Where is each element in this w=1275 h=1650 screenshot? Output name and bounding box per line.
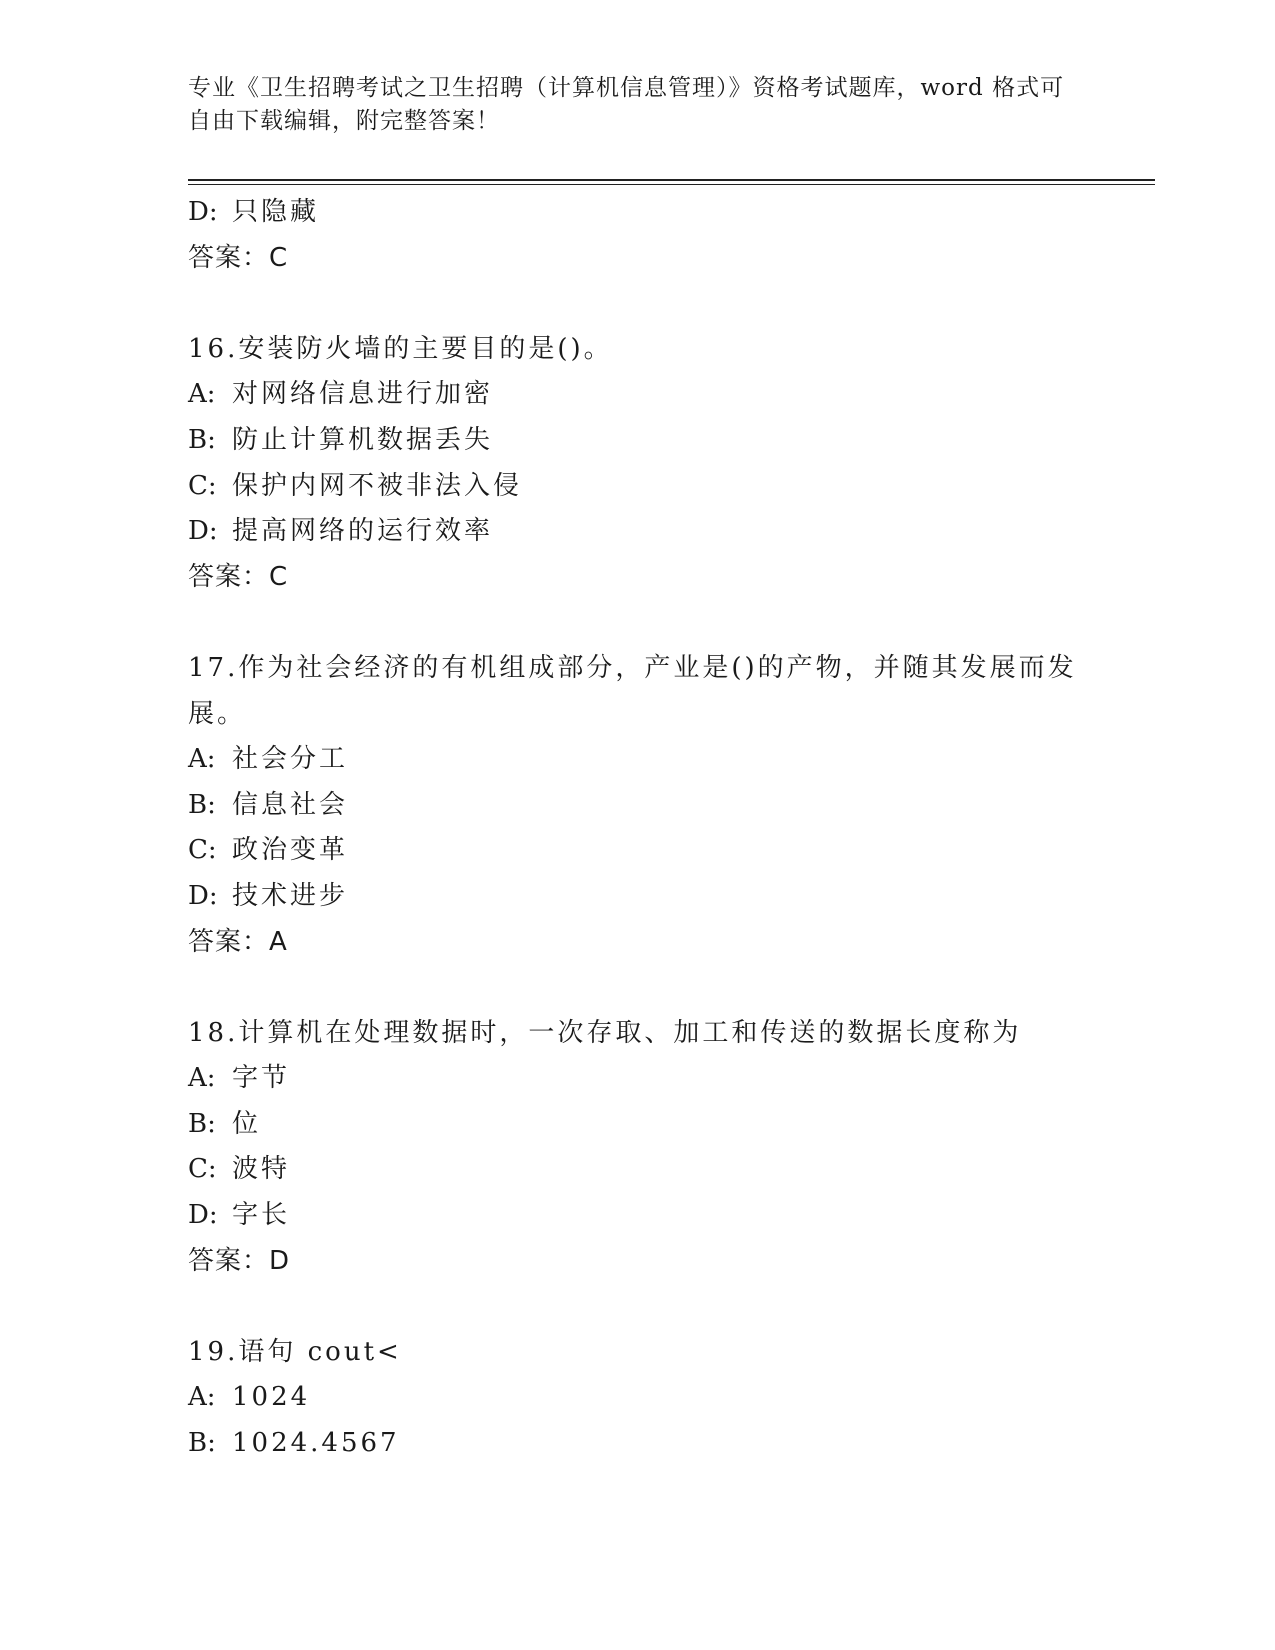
question-list bbox=[188, 190, 1088, 1467]
option-text: 波特 bbox=[232, 1154, 291, 1185]
option-text: 政治变革 bbox=[232, 835, 349, 866]
option-label: C: bbox=[188, 470, 217, 501]
option-text: 保护内网不被非法入侵 bbox=[232, 470, 523, 501]
option-label: A: bbox=[188, 744, 216, 775]
option-label: B: bbox=[188, 1428, 216, 1459]
question-stem: 16.安装防火墙的主要目的是()。 bbox=[188, 333, 613, 364]
header-rule-thin bbox=[188, 184, 1155, 185]
answer: 答案：A bbox=[188, 926, 288, 957]
option-d bbox=[188, 874, 1088, 920]
option-b bbox=[188, 418, 1088, 464]
option-label: A: bbox=[188, 379, 216, 410]
option-label: C: bbox=[188, 1154, 217, 1185]
question-stem: 17.作为社会经济的有机组成部分，产业是()的产物，并随其发展而发展。 bbox=[188, 652, 1077, 729]
option-label: D: bbox=[188, 880, 218, 911]
option-label: D: bbox=[188, 197, 218, 227]
spacer bbox=[188, 281, 1088, 327]
option-text: 信息社会 bbox=[232, 789, 349, 820]
question-stem: 19.语句 cout< bbox=[188, 1336, 402, 1367]
answer: 答案：D bbox=[188, 1245, 291, 1276]
option-d bbox=[188, 190, 1088, 236]
option-text: 防止计算机数据丢失 bbox=[232, 424, 494, 455]
option-label: D: bbox=[188, 516, 218, 547]
option-c bbox=[188, 1147, 1088, 1193]
option-b bbox=[188, 1421, 1088, 1467]
option-text: 字长 bbox=[232, 1200, 291, 1231]
document-header bbox=[188, 72, 1088, 138]
option-a bbox=[188, 1375, 1088, 1421]
option-label: B: bbox=[188, 1108, 216, 1139]
spacer bbox=[188, 1284, 1088, 1330]
option-c bbox=[188, 828, 1088, 874]
option-text: 字节 bbox=[232, 1063, 291, 1094]
option-d bbox=[188, 1193, 1088, 1239]
option-text: 对网络信息进行加密 bbox=[232, 379, 494, 410]
answer: 答案：C bbox=[188, 561, 289, 592]
spacer bbox=[188, 600, 1088, 646]
option-text: 1024.4567 bbox=[232, 1428, 400, 1459]
option-text: 只隐藏 bbox=[232, 197, 320, 227]
option-c bbox=[188, 464, 1088, 510]
option-b bbox=[188, 1102, 1088, 1148]
option-text: 位 bbox=[232, 1108, 262, 1139]
option-d bbox=[188, 509, 1088, 555]
option-label: A: bbox=[188, 1382, 216, 1413]
option-label: A: bbox=[188, 1063, 216, 1094]
option-a bbox=[188, 737, 1088, 783]
option-text: 技术进步 bbox=[232, 880, 349, 911]
option-label: D: bbox=[188, 1200, 218, 1231]
question-stem: 18.计算机在处理数据时，一次存取、加工和传送的数据长度称为 bbox=[188, 1017, 1022, 1048]
option-text: 社会分工 bbox=[232, 744, 349, 775]
header-rule-thick bbox=[188, 179, 1155, 181]
option-label: B: bbox=[188, 789, 216, 820]
option-text: 提高网络的运行效率 bbox=[232, 516, 494, 547]
option-label: B: bbox=[188, 424, 216, 455]
option-a bbox=[188, 372, 1088, 418]
option-label: C: bbox=[188, 835, 217, 866]
header-text: 专业《卫生招聘考试之卫生招聘（计算机信息管理）》资格考试题库，word 格式可自由下载编辑，附完整答案！ bbox=[188, 75, 1065, 134]
spacer bbox=[188, 965, 1088, 1011]
answer: 答案：C bbox=[188, 242, 289, 273]
option-a bbox=[188, 1056, 1088, 1102]
option-b bbox=[188, 783, 1088, 829]
option-text: 1024 bbox=[232, 1382, 311, 1413]
